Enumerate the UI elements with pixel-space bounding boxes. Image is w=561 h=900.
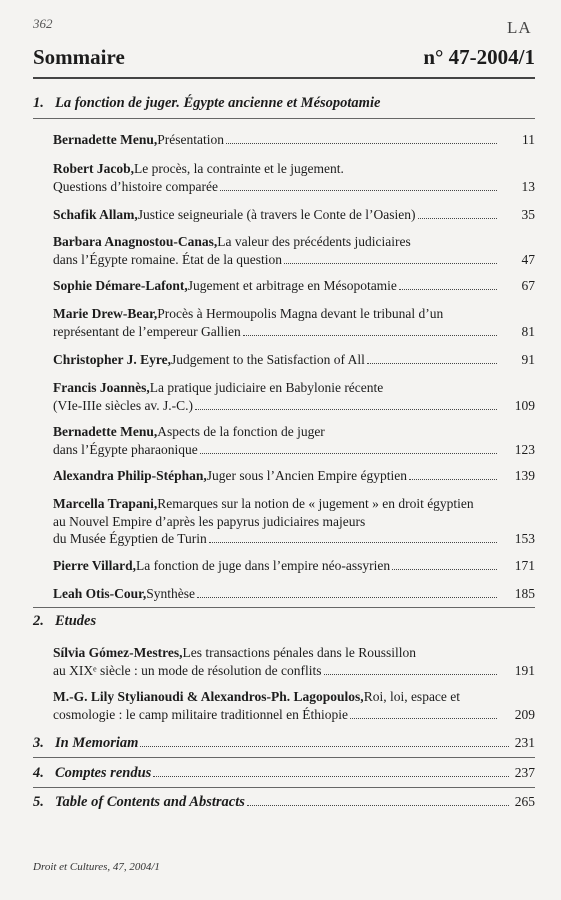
section-title: Etudes <box>55 613 97 629</box>
section-heading <box>33 613 535 630</box>
toc-entry <box>53 467 535 485</box>
toc-entry <box>53 557 535 575</box>
entry-line <box>53 513 535 531</box>
entry-line <box>53 397 535 415</box>
page-number: 191 <box>514 662 535 678</box>
entry-title: Synthèse <box>146 586 196 601</box>
entry-line <box>53 441 535 459</box>
section-heading <box>33 765 535 782</box>
toc-entry <box>53 379 535 414</box>
dot-leader <box>418 218 497 219</box>
toc-entry <box>53 585 535 603</box>
toc-entry <box>53 160 535 195</box>
section-number: 3. <box>33 735 44 751</box>
dot-leader <box>140 746 508 747</box>
entry-title: du Musée Égyptien de Turin <box>53 531 207 546</box>
entry-author: Alexandra Philip-Stéphan, <box>53 468 207 483</box>
entry-author: Barbara Anagnostou-Canas, <box>53 234 218 249</box>
entry-line <box>53 557 535 575</box>
entry-author: Marie Drew-Bear, <box>53 306 158 321</box>
page-number: 265 <box>514 794 535 809</box>
section-heading <box>33 95 535 112</box>
section-heading <box>33 794 535 811</box>
section-divider <box>33 118 535 119</box>
section-number: 4. <box>33 765 44 781</box>
page-number: 153 <box>514 531 535 546</box>
entry-author: Sophie Démare-Lafont, <box>53 278 188 293</box>
dot-leader <box>367 363 497 364</box>
section-divider <box>33 757 535 758</box>
entry-title: cosmologie : le camp militaire traditionnel en Éthiopie <box>53 706 349 722</box>
entry-author: Christopher J. Eyre, <box>53 352 171 367</box>
page-number: 231 <box>514 735 535 750</box>
page-number: 171 <box>514 558 535 573</box>
dot-leader <box>153 776 508 777</box>
entry-title: Justice seigneuriale (à travers le Conte de l’Oasien) <box>137 207 416 222</box>
dot-leader <box>392 569 497 570</box>
dot-leader <box>220 190 497 191</box>
entry-title: Aspects de la fonction de juger <box>157 424 325 439</box>
section-title: In Memoriam <box>55 735 139 751</box>
dot-leader <box>209 542 497 543</box>
entry-title: Procès à Hermoupolis Magna devant le tribunal d’un <box>157 306 444 321</box>
entry-author: Bernadette Menu, <box>53 132 158 147</box>
entry-line <box>53 160 535 178</box>
page-number: 35 <box>521 207 535 222</box>
section-number: 1. <box>33 95 44 111</box>
entry-title: Présentation <box>157 132 224 147</box>
toc-entry <box>53 233 535 268</box>
toc-entry <box>53 131 535 149</box>
dot-leader <box>324 674 497 675</box>
entry-line <box>53 233 535 251</box>
entry-line <box>53 277 535 295</box>
entry-author: Leah Otis-Cour, <box>53 586 147 601</box>
toc-entry <box>53 305 535 340</box>
entry-line <box>53 206 535 224</box>
issue-number: n° 47-2004/1 <box>423 45 535 69</box>
toc-entry <box>53 351 535 369</box>
entry-title: Roi, loi, espace et <box>363 689 461 704</box>
section-divider <box>33 607 535 608</box>
page-number: 13 <box>521 178 535 194</box>
entry-line <box>53 131 535 149</box>
dot-leader <box>195 409 497 410</box>
entry-line <box>53 706 535 724</box>
toc-entry <box>53 206 535 224</box>
entry-title: Judgement to the Satisfaction of All <box>171 352 365 367</box>
section-number: 2. <box>33 613 44 629</box>
page-number: 109 <box>514 397 535 413</box>
toc-entry <box>53 495 535 548</box>
entry-author: Schafik Allam, <box>53 207 138 222</box>
entry-line <box>53 251 535 269</box>
journal-footer: Droit et Cultures, 47, 2004/1 <box>33 861 160 873</box>
entry-author: M.-G. Lily Stylianoudi & Alexandros-Ph. Lagopoulos, <box>53 689 364 704</box>
page-number: 139 <box>514 468 535 483</box>
entry-title: au Nouvel Empire d’après les papyrus judiciaires majeurs <box>53 513 366 529</box>
dot-leader <box>197 597 497 598</box>
page-number: 47 <box>521 251 535 267</box>
page-number: 11 <box>522 132 535 147</box>
section-title: Table of Contents and Abstracts <box>55 794 245 810</box>
entry-title: Questions d’histoire comparée <box>53 178 218 194</box>
section-title: La fonction de juger. Égypte ancienne et Mésopotamie <box>55 95 381 111</box>
entry-line <box>53 644 535 662</box>
dot-leader <box>284 263 497 264</box>
page-number: 67 <box>521 278 535 293</box>
entry-author: Sílvia Gómez-Mestres, <box>53 645 183 660</box>
section-divider <box>33 787 535 788</box>
toc-entry <box>53 644 535 679</box>
entry-title: Juger sous l’Ancien Empire égyptien <box>206 468 407 483</box>
handwritten-note-left: 362 <box>33 16 53 31</box>
toc-entry <box>53 688 535 723</box>
entry-line <box>53 495 535 513</box>
entry-title: dans l’Égypte pharaonique <box>53 441 198 457</box>
entry-author: Robert Jacob, <box>53 161 134 176</box>
dot-leader <box>243 335 497 336</box>
page-number: 237 <box>514 765 535 780</box>
entry-line <box>53 423 535 441</box>
dot-leader <box>226 143 497 144</box>
entry-line <box>53 178 535 196</box>
entry-line <box>53 305 535 323</box>
entry-line <box>53 467 535 485</box>
page-number: 185 <box>514 586 535 601</box>
entry-line <box>53 379 535 397</box>
entry-title: Le procès, la contrainte et le jugement. <box>134 161 344 176</box>
entry-line <box>53 530 535 548</box>
dot-leader <box>409 479 497 480</box>
entry-title: La pratique judiciaire en Babylonie récente <box>149 380 384 395</box>
entry-title: La fonction de juge dans l’empire néo-assyrien <box>135 558 391 573</box>
dot-leader <box>350 718 497 719</box>
toc-entry <box>53 423 535 458</box>
page-number: 209 <box>514 706 535 722</box>
entry-line <box>53 351 535 369</box>
entry-title: Les transactions pénales dans le Roussillon <box>182 645 417 660</box>
entry-line <box>53 688 535 706</box>
entry-title: au XIXᵉ siècle : un mode de résolution de conflits <box>53 662 322 678</box>
entry-title: Remarques sur la notion de « jugement » en droit égyptien <box>157 496 474 511</box>
header-divider <box>33 77 535 79</box>
page-number: 123 <box>514 441 535 457</box>
entry-title: (VIe-IIIe siècles av. J.-C.) <box>53 397 194 413</box>
entry-author: Francis Joannès, <box>53 380 150 395</box>
section-number: 5. <box>33 794 44 810</box>
dot-leader <box>247 805 509 806</box>
page-number: 81 <box>521 323 535 339</box>
toc-entry <box>53 277 535 295</box>
page-title: Sommaire <box>33 45 125 69</box>
entry-line <box>53 662 535 680</box>
page-number: 91 <box>521 352 535 367</box>
section-title: Comptes rendus <box>55 765 152 781</box>
entry-line <box>53 585 535 603</box>
entry-title: dans l’Égypte romaine. État de la question <box>53 251 283 267</box>
dot-leader <box>399 289 497 290</box>
entry-title: représentant de l’empereur Gallien <box>53 323 241 339</box>
entry-title: La valeur des précédents judiciaires <box>217 234 411 249</box>
entry-author: Pierre Villard, <box>53 558 136 573</box>
entry-line <box>53 323 535 341</box>
entry-title: Jugement et arbitrage en Mésopotamie <box>187 278 397 293</box>
handwritten-note-right: LA <box>507 18 532 37</box>
entry-author: Bernadette Menu, <box>53 424 158 439</box>
dot-leader <box>200 453 497 454</box>
entry-author: Marcella Trapani, <box>53 496 158 511</box>
section-heading <box>33 735 535 752</box>
